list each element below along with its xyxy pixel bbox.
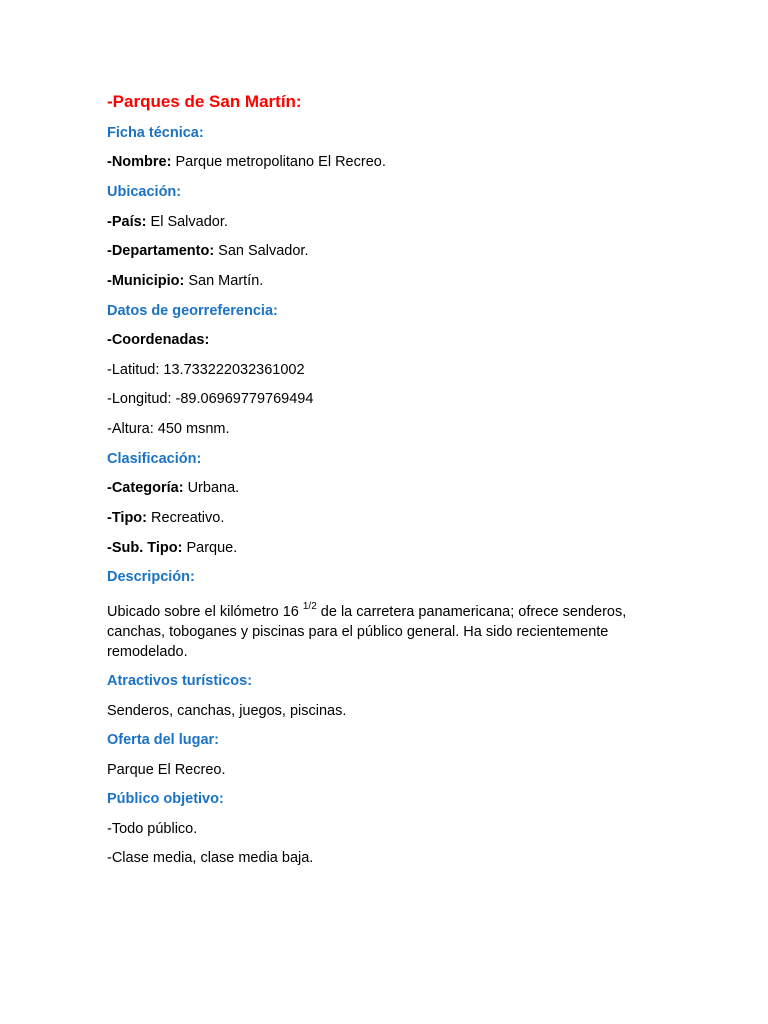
- descripcion-text-after: de la carretera panamericana; ofrece senderos, canchas, toboganes y piscinas para el público general. Ha sido recientemente remodelado.: [107, 604, 627, 660]
- field-coordenadas-label: -Coordenadas:: [107, 332, 210, 348]
- descripcion-text-before: Ubicado sobre el kilómetro 16: [107, 604, 303, 620]
- oferta-text: Parque El Recreo.: [107, 762, 226, 778]
- field-altura: -Altura: 450 msnm.: [107, 421, 230, 437]
- publico-item-2: -Clase media, clase media baja.: [107, 850, 314, 866]
- field-nombre: [107, 154, 386, 170]
- field-departamento-label: -Departamento:: [107, 243, 215, 259]
- field-pais: [107, 214, 228, 230]
- field-pais-value: El Salvador.: [146, 214, 228, 230]
- field-tipo-label: -Tipo:: [107, 510, 147, 526]
- field-categoria-label: -Categoría:: [107, 480, 184, 496]
- heading-ubicacion: Ubicación:: [107, 184, 182, 200]
- heading-georreferencia: Datos de georreferencia:: [107, 303, 278, 319]
- descripcion-superscript: 1/2: [302, 601, 317, 612]
- field-municipio-value: San Martín.: [184, 273, 264, 289]
- heading-atractivos: Atractivos turísticos:: [107, 673, 253, 689]
- heading-ficha-tecnica: Ficha técnica:: [107, 125, 204, 141]
- heading-clasificacion: Clasificación:: [107, 451, 202, 467]
- atractivos-text: Senderos, canchas, juegos, piscinas.: [107, 703, 347, 719]
- field-categoria: [107, 480, 239, 496]
- field-longitud: -Longitud: -89.06969779769494: [107, 391, 314, 407]
- field-categoria-value: Urbana.: [183, 480, 240, 496]
- heading-descripcion: Descripción:: [107, 569, 195, 585]
- heading-publico: Público objetivo:: [107, 791, 224, 807]
- field-nombre-value: Parque metropolitano El Recreo.: [171, 154, 386, 170]
- field-subtipo-value: Parque.: [182, 540, 238, 556]
- publico-item-1: -Todo público.: [107, 821, 198, 837]
- field-pais-label: -País:: [107, 214, 147, 230]
- field-subtipo: [107, 540, 237, 556]
- field-subtipo-label: -Sub. Tipo:: [107, 540, 183, 556]
- heading-oferta: Oferta del lugar:: [107, 732, 219, 748]
- field-departamento-value: San Salvador.: [214, 243, 309, 259]
- field-tipo-value: Recreativo.: [147, 510, 225, 526]
- field-tipo: [107, 510, 224, 526]
- field-municipio: [107, 273, 263, 289]
- descripcion-paragraph: [107, 602, 667, 662]
- field-nombre-label: -Nombre:: [107, 154, 172, 170]
- field-municipio-label: -Municipio:: [107, 273, 185, 289]
- field-latitud: -Latitud: 13.733222032361002: [107, 362, 305, 378]
- field-departamento: [107, 243, 308, 259]
- page-title: -Parques de San Martín:: [107, 92, 302, 111]
